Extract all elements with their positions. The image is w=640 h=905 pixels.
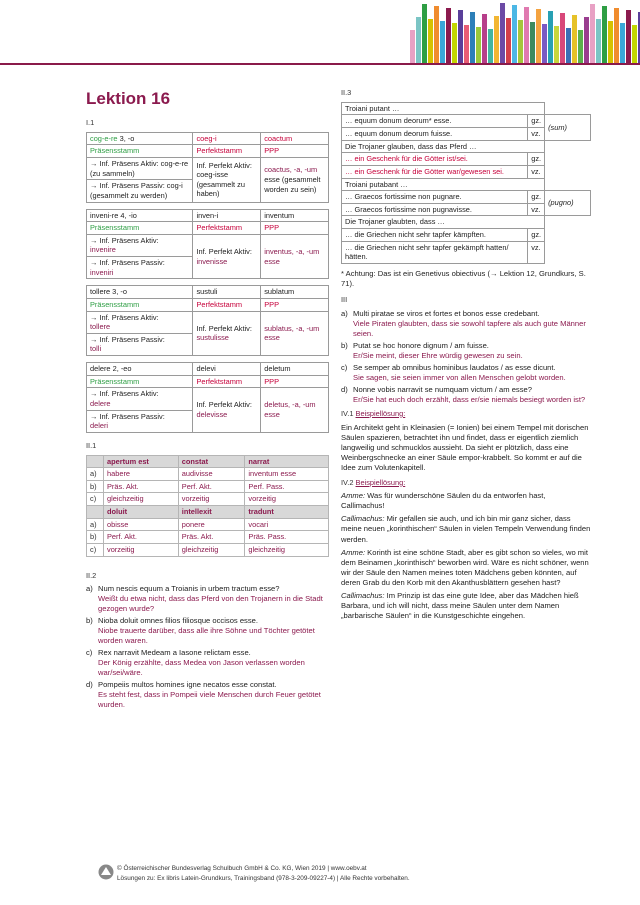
inf-perfect: Inf. Perfekt Aktiv: delevisse — [193, 388, 261, 433]
cell: gleichzeitig — [245, 543, 329, 556]
verb-form: deletum — [261, 363, 329, 376]
stem-label: Präsensstamm — [87, 145, 193, 158]
section-label: IV.1 Beispiellösung: — [341, 408, 406, 418]
row-label: b) — [87, 480, 104, 493]
verb-form: inven-i — [193, 209, 261, 222]
inf-active: → Inf. Präsens Aktiv: tollere — [87, 311, 193, 333]
item-text — [353, 341, 591, 361]
translation: Er/Sie hat euch doch erzählt, dass er/sie niemals besiegt worden ist? — [353, 394, 586, 404]
latin-sentence: Nioba doluit omnes filios filiosque occisos esse. — [98, 616, 258, 626]
table-cell: … equum donum deorum* esse. — [342, 115, 528, 128]
cell: vorzeitig — [245, 493, 329, 506]
header-rule — [0, 63, 640, 65]
cell — [545, 229, 591, 242]
verb-table — [86, 132, 329, 203]
answer: deleri — [90, 421, 109, 431]
item-text — [98, 648, 329, 678]
inf-passive: → Inf. Präsens Passiv: deleri — [87, 410, 193, 432]
row-label: c) — [87, 543, 104, 556]
item-label: d) — [341, 384, 348, 394]
item-label: b) — [341, 340, 348, 350]
stem: cog-e-re — [90, 133, 118, 143]
latin-sentence: Num nescis equum a Troianis in urbem tractum esse? — [98, 584, 280, 594]
inf-passive: → Inf. Präsens Passiv: tolli — [87, 333, 193, 355]
answer: delere — [90, 398, 111, 408]
inf-passive: → Inf. Präsens Passiv: cog-i (gesammelt zu werden) — [87, 180, 193, 202]
section-label: IV.2 Beispiellösung: — [341, 477, 406, 487]
cell: ponere — [178, 518, 245, 531]
cell: vorzeitig — [178, 493, 245, 506]
column-header: narrat — [245, 455, 329, 468]
answer: sustulisse — [196, 333, 229, 343]
list-item — [86, 680, 329, 710]
cell: Perf. Akt. — [178, 480, 245, 493]
list-item — [341, 309, 591, 339]
verb-form: sustuli — [193, 286, 261, 299]
list-item — [341, 363, 591, 383]
cell: inventum esse — [245, 468, 329, 481]
section-label: II.2 — [86, 570, 97, 580]
answer: invenire — [90, 245, 116, 255]
stem-label: Präsensstamm — [87, 375, 193, 388]
translation: Niobe trauerte darüber, dass alle ihre Söhne und Töchter getötet worden waren. — [98, 626, 315, 646]
cell: habere — [104, 468, 179, 481]
answer: tollere — [90, 322, 111, 332]
latin-sentence: Multi piratae se viros et fortes et bonos esse credebant. — [353, 308, 540, 318]
list-item — [86, 648, 329, 678]
footnote: * Achtung: Das ist ein Genetivus obiectivus (→ Lektion 12, Grundkurs, S. 71). — [341, 268, 586, 288]
column-header: doluit — [104, 506, 179, 519]
answer: tolli — [90, 344, 102, 354]
cell — [545, 178, 591, 191]
inf-passive-perfect: inventus, -a, -um esse — [261, 234, 329, 279]
translation: Der König erzählte, dass Medea von Jason verlassen worden war/sei/wäre. — [98, 658, 305, 678]
stem-label: PPP — [261, 145, 329, 158]
verb-form: inventum — [261, 209, 329, 222]
verb-table — [86, 209, 329, 280]
cell: vorzeitig — [104, 543, 179, 556]
dialogue-line: Amme: Korinth ist eine schöne Stadt, aber es gibt schon so vieles, wo mit dem Beinamen „korinthisch“ beworben wird. Wäre es nicht schöner, wenn wir der Säule den Namen meines toten Mädchens geben könnten, auf deren Grab du den Korb mit den Akanthusblättern gesehen hast? — [341, 547, 589, 587]
inf-perfect: Inf. Perfekt Aktiv: coeg-isse (gesammelt zu haben) — [193, 158, 261, 203]
row-label: c) — [87, 493, 104, 506]
cell — [545, 216, 591, 229]
item-text — [98, 680, 329, 710]
dialogue-line: Callimachus: Mir gefallen sie auch, und ich bin mir ganz sicher, dass meine neuen „korinthischen“ Säulen in vielen Tempeln Verwendung finden werden. — [341, 514, 591, 544]
cell: vocari — [245, 518, 329, 531]
cell: Präs. Akt. — [178, 531, 245, 544]
cell: gleichzeitig — [104, 493, 179, 506]
footer-copyright: © Österreichischer Bundesverlag Schulbuch GmbH & Co. KG, Wien 2019 | www.oebv.at — [117, 865, 367, 872]
paragraph: Ein Architekt geht in Kleinasien (= Ionien) bei einem Tempel mit dorischen Säulen spazieren, betrachtet ihn und findet, dass er eigentlich ziemlich langweilig und schmucklos aussieht. Da sieht er plötzlich, dass eine Weinbergschnecke an einer Säule empor-krabbelt. So kommt er auf die Idee zum Volutenkapitell. — [341, 422, 589, 472]
latin-sentence: Rex narravit Medeam a Iasone relictam esse. — [98, 648, 251, 658]
verb-form: delere 2, -eo — [87, 363, 193, 376]
dialogue-line: Amme: Was für wunderschöne Säulen du da entworfen hast, Callimachus! — [341, 491, 546, 511]
tense-tag: vz. — [528, 241, 545, 263]
speaker: Amme: — [341, 491, 366, 501]
tense-tag: vz. — [528, 128, 545, 141]
answer: coactus, -a, -um — [264, 165, 318, 175]
column-header: apertum est — [104, 455, 179, 468]
list-item — [86, 616, 329, 646]
stem-label: Präsensstamm — [87, 298, 193, 311]
cell: Präs. Pass. — [245, 531, 329, 544]
item-text — [98, 616, 329, 646]
table-cell: … Graecos fortissime non pugnare. — [342, 191, 528, 204]
table-heading: Die Trojaner glauben, dass das Pferd … — [342, 140, 545, 153]
footer-source: Lösungen zu: Ex libris Latein-Grundkurs, Trainingsband (978-3-209-09227-4) | Alle Rechte vorbehalten. — [117, 874, 410, 882]
cell — [545, 241, 591, 263]
inf-passive-perfect: deletus, -a, -um esse — [261, 388, 329, 433]
stem-label: Präsensstamm — [87, 222, 193, 235]
item-label: d) — [86, 680, 93, 690]
latin-sentence: Pompeiis multos homines igne necatos esse constat. — [98, 680, 277, 690]
cell — [545, 153, 591, 166]
translation: Er/Sie meint, dieser Ehre würdig gewesen zu sein. — [353, 350, 523, 360]
table-cell: … die Griechen nicht sehr tapfer gekämpft hatten/ hätten. — [342, 241, 528, 263]
verb-form: coactum — [261, 132, 329, 145]
verb-form: delevi — [193, 363, 261, 376]
inf-passive: → Inf. Präsens Passiv: inveniri — [87, 257, 193, 279]
tense-tag: gz. — [528, 191, 545, 204]
tense-tag: gz. — [528, 153, 545, 166]
table-heading: Troiani putabant … — [342, 178, 545, 191]
stem-label: Perfektstamm — [193, 298, 261, 311]
verb-form: tollere 3, -o — [87, 286, 193, 299]
verb-form: cog-e-re 3, -o — [87, 132, 193, 145]
stem-label: PPP — [261, 375, 329, 388]
list-item — [341, 385, 591, 405]
tense-tag: gz. — [528, 115, 545, 128]
footer — [117, 864, 517, 883]
inf-perfect: Inf. Perfekt Aktiv: sustulisse — [193, 311, 261, 356]
page-title: Lektion 16 — [86, 89, 171, 108]
inf-passive-perfect: coactus, -a, -um esse (gesammelt worden zu sein) — [261, 158, 329, 203]
cell: gleichzeitig — [178, 543, 245, 556]
cell — [545, 102, 591, 115]
inf-passive-perfect: sublatus, -a, -um esse — [261, 311, 329, 356]
answer: inveniri — [90, 267, 114, 277]
dialogue — [341, 491, 591, 620]
inf-perfect: Inf. Perfekt Aktiv: invenisse — [193, 234, 261, 279]
exercise-list — [341, 309, 591, 405]
translation: Viele Piraten glaubten, dass sie sowohl tapfere als auch gute Männer seien. — [353, 318, 586, 338]
item-label: a) — [341, 308, 348, 318]
grammar-table — [86, 455, 329, 557]
verb-table — [86, 362, 329, 433]
inf-active: → Inf. Präsens Aktiv: cog-e-re (zu sammeln) — [87, 158, 193, 180]
verb-form: coeg-i — [193, 132, 261, 145]
table-heading: Troiani putant … — [342, 102, 545, 115]
section-label: I.1 — [86, 118, 95, 127]
right-column — [341, 88, 591, 624]
cell — [87, 455, 104, 468]
tense-tag: vz. — [528, 165, 545, 178]
item-label: c) — [341, 362, 348, 372]
column-header: constat — [178, 455, 245, 468]
verb-note: (sum) — [545, 115, 591, 140]
item-text — [353, 385, 591, 405]
table-cell: … ein Geschenk für die Götter ist/sei. — [342, 153, 528, 166]
cell — [87, 506, 104, 519]
table-cell: … equum donum deorum fuisse. — [342, 128, 528, 141]
cell — [545, 140, 591, 153]
section-label: II.1 — [86, 440, 97, 450]
cell: Perf. Pass. — [245, 480, 329, 493]
list-item — [341, 341, 591, 361]
translation: Weißt du etwa nicht, dass das Pferd von den Trojanern in die Stadt gezogen wurde? — [98, 594, 323, 614]
cell: Perf. Akt. — [104, 531, 179, 544]
table-heading: Die Trojaner glaubten, dass … — [342, 216, 545, 229]
column-header: tradunt — [245, 506, 329, 519]
row-label: b) — [87, 531, 104, 544]
verb-note: (pugno) — [545, 191, 591, 216]
verb-table — [86, 285, 329, 356]
verb-form: sublatum — [261, 286, 329, 299]
speaker: Callimachus: — [341, 514, 385, 524]
exercise-list — [86, 584, 329, 710]
section-label: II.3 — [341, 88, 352, 97]
cell: obisse — [104, 518, 179, 531]
verb-tables — [86, 132, 329, 433]
item-label: c) — [86, 648, 93, 658]
publisher-logo — [98, 864, 114, 880]
item-label: a) — [86, 584, 93, 594]
table-cell: … die Griechen nicht sehr tapfer kämpften. — [342, 229, 528, 242]
tense-tag: gz. — [528, 229, 545, 242]
column-header: intellexit — [178, 506, 245, 519]
verb-form: inveni-re 4, -io — [87, 209, 193, 222]
answer: delevisse — [196, 410, 228, 420]
cell — [545, 165, 591, 178]
translation: Es steht fest, dass in Pompeii viele Menschen durch Feuer getötet wurden. — [98, 690, 321, 710]
stem-label: Perfektstamm — [193, 145, 261, 158]
stem-label: PPP — [261, 298, 329, 311]
answer: invenisse — [196, 256, 228, 266]
item-text — [353, 363, 591, 383]
stem-label: Perfektstamm — [193, 222, 261, 235]
table-cell: … ein Geschenk für die Götter war/gewesen sei. — [342, 165, 528, 178]
latin-sentence: Putat se hoc honore dignum / am fuisse. — [353, 340, 489, 350]
item-label: b) — [86, 616, 93, 626]
row-label: a) — [87, 468, 104, 481]
inf-active: → Inf. Präsens Aktiv: delere — [87, 388, 193, 410]
cell: Präs. Akt. — [104, 480, 179, 493]
tense-tag: vz. — [528, 203, 545, 216]
item-text — [98, 584, 329, 614]
section-label: III — [341, 294, 348, 304]
inf-active: → Inf. Präsens Aktiv: invenire — [87, 234, 193, 256]
dialogue-line: Callimachus: Im Prinzip ist das eine gute Idee, aber das Mädchen hieß Barbara, und ich will nicht, dass meine Säulen unter dem Namen „barbarische Säulen“ in die Kunstgeschichte eingehen. — [341, 590, 579, 620]
latin-sentence: Nonne vobis narravit se numquam victum / am esse? — [353, 384, 532, 394]
latin-sentence: Se semper ab omnibus hominibus laudatos / as esse dicunt. — [353, 362, 556, 372]
speaker: Callimachus: — [341, 590, 385, 600]
left-column — [86, 118, 329, 712]
translation: Sie sagen, sie seien immer von allen Menschen gelobt worden. — [353, 372, 566, 382]
list-item — [86, 584, 329, 614]
books-decoration — [410, 0, 640, 64]
row-label: a) — [87, 518, 104, 531]
table-cell: … Graecos fortissime non pugnavisse. — [342, 203, 528, 216]
speaker: Amme: — [341, 547, 366, 557]
cell: audivisse — [178, 468, 245, 481]
item-text — [353, 309, 591, 339]
stem-label: PPP — [261, 222, 329, 235]
stem-label: Perfektstamm — [193, 375, 261, 388]
translation-table — [341, 102, 591, 264]
